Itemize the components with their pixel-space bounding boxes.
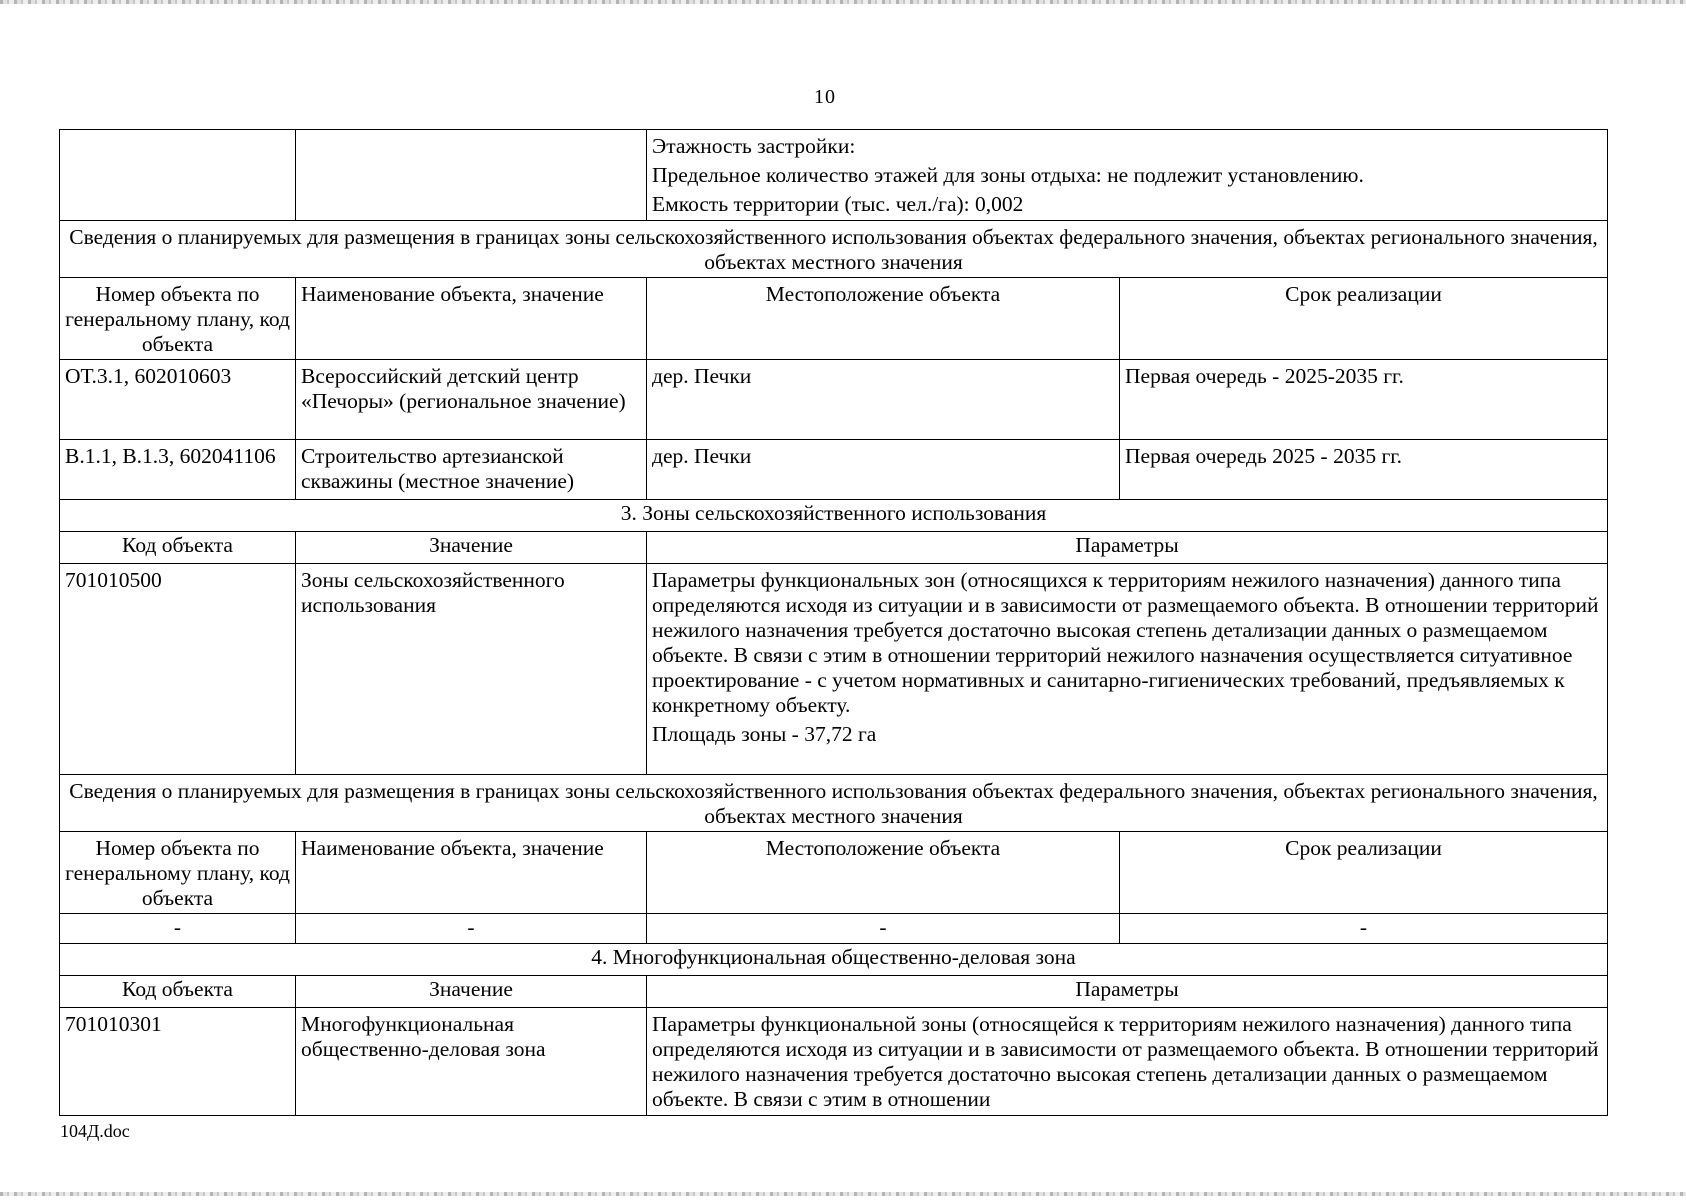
object-name: Всероссийский детский центр «Печоры» (региональное значение) [296, 360, 647, 440]
zone-area: Площадь зоны - 37,72 га [652, 722, 877, 746]
planned-objects-heading: Сведения о планируемых для размещения в границах зоны сельскохозяйственного использования объектах федерального значения, объектах регионального значения, объектах местного значения [60, 221, 1608, 278]
zone-params-cell [647, 564, 1608, 775]
floors-heading: Этажность застройки: [652, 134, 856, 158]
object-term: - [1120, 914, 1608, 944]
object-name: Строительство артезианской скважины (местное значение) [296, 440, 647, 500]
zone-3-title: 3. Зоны сельскохозяйственного использования [60, 500, 1608, 532]
empty-cell [60, 130, 296, 221]
header-object-number: Номер объекта по генеральному плану, код объекта [60, 832, 296, 914]
header-code: Код объекта [60, 532, 296, 564]
page-number: 10 [814, 86, 836, 108]
zone-title-row [60, 944, 1608, 976]
zone-value: Многофункциональная общественно-деловая зона [296, 1008, 647, 1116]
scan-edge-bottom [0, 1192, 1686, 1196]
table-row [60, 1008, 1608, 1116]
object-location: - [647, 914, 1120, 944]
planned-objects-heading: Сведения о планируемых для размещения в границах зоны сельскохозяйственного использования объектах федерального значения, объектах регионального значения, объектах местного значения [60, 775, 1608, 832]
empty-cell [296, 130, 647, 221]
scan-edge-top [0, 0, 1686, 4]
object-location: дер. Печки [647, 360, 1120, 440]
zone-header-row [60, 532, 1608, 564]
zone-code: 701010301 [60, 1008, 296, 1116]
table-row [60, 360, 1608, 440]
header-term: Срок реализации [1120, 832, 1608, 914]
zone-title-row [60, 500, 1608, 532]
object-name: - [296, 914, 647, 944]
header-params: Параметры [647, 976, 1608, 1008]
planning-table [59, 129, 1608, 1116]
zone-params-text: Параметры функциональных зон (относящихся к территориям нежилого назначения) данного типа определяются исходя из ситуации и в зависимости от размещаемого объекта. В отношении территорий нежилого назначения требуется достаточно высокая степень детализации данных о размещаемом объекте. В связи с этим в отношении территорий нежилого назначения осуществляется ситуативное проектирование - с учетом нормативных и санитарно-гигиенических требований, предъявляемых к конкретному объекту. [652, 568, 1599, 717]
zone-header-row [60, 976, 1608, 1008]
continuation-row [60, 130, 1608, 221]
header-object-number: Номер объекта по генеральному плану, код объекта [60, 278, 296, 360]
table-row [60, 564, 1608, 775]
header-value: Значение [296, 976, 647, 1008]
document-filename: 104Д.doc [60, 1121, 130, 1141]
zone-params-text: Параметры функциональной зоны (относящейся к территориям нежилого назначения) данного типа определяются исходя из ситуации и в зависимости от размещаемого объекта. В отношении территорий нежилого назначения требуется достаточно высокая степень детализации данных о размещаемом объекте. В связи с этим в отношении [647, 1008, 1608, 1116]
section-heading-row [60, 221, 1608, 278]
zone-value: Зоны сельскохозяйственного использования [296, 564, 647, 775]
zone-4-title: 4. Многофункциональная общественно-деловая зона [60, 944, 1608, 976]
object-location: дер. Печки [647, 440, 1120, 500]
header-object-name: Наименование объекта, значение [296, 278, 647, 360]
object-number: ОТ.3.1, 602010603 [60, 360, 296, 440]
object-number: В.1.1, В.1.3, 602041106 [60, 440, 296, 500]
capacity-text: Емкость территории (тыс. чел./га): 0,002 [652, 192, 1024, 216]
header-object-name: Наименование объекта, значение [296, 832, 647, 914]
table-row [60, 914, 1608, 944]
section-heading-row [60, 775, 1608, 832]
header-object-location: Местоположение объекта [647, 278, 1120, 360]
header-params: Параметры [647, 532, 1608, 564]
planned-objects-header-row [60, 832, 1608, 914]
table-row [60, 440, 1608, 500]
header-term: Срок реализации [1120, 278, 1608, 360]
zone-characteristics-cell [647, 130, 1608, 221]
object-term: Первая очередь - 2025-2035 гг. [1120, 360, 1608, 440]
planned-objects-header-row [60, 278, 1608, 360]
object-term: Первая очередь 2025 - 2035 гг. [1120, 440, 1608, 500]
header-code: Код объекта [60, 976, 296, 1008]
floors-limit-text: Предельное количество этажей для зоны отдыха: не подлежит установлению. [652, 163, 1364, 187]
header-value: Значение [296, 532, 647, 564]
object-number: - [60, 914, 296, 944]
zone-code: 701010500 [60, 564, 296, 775]
header-object-location: Местоположение объекта [647, 832, 1120, 914]
